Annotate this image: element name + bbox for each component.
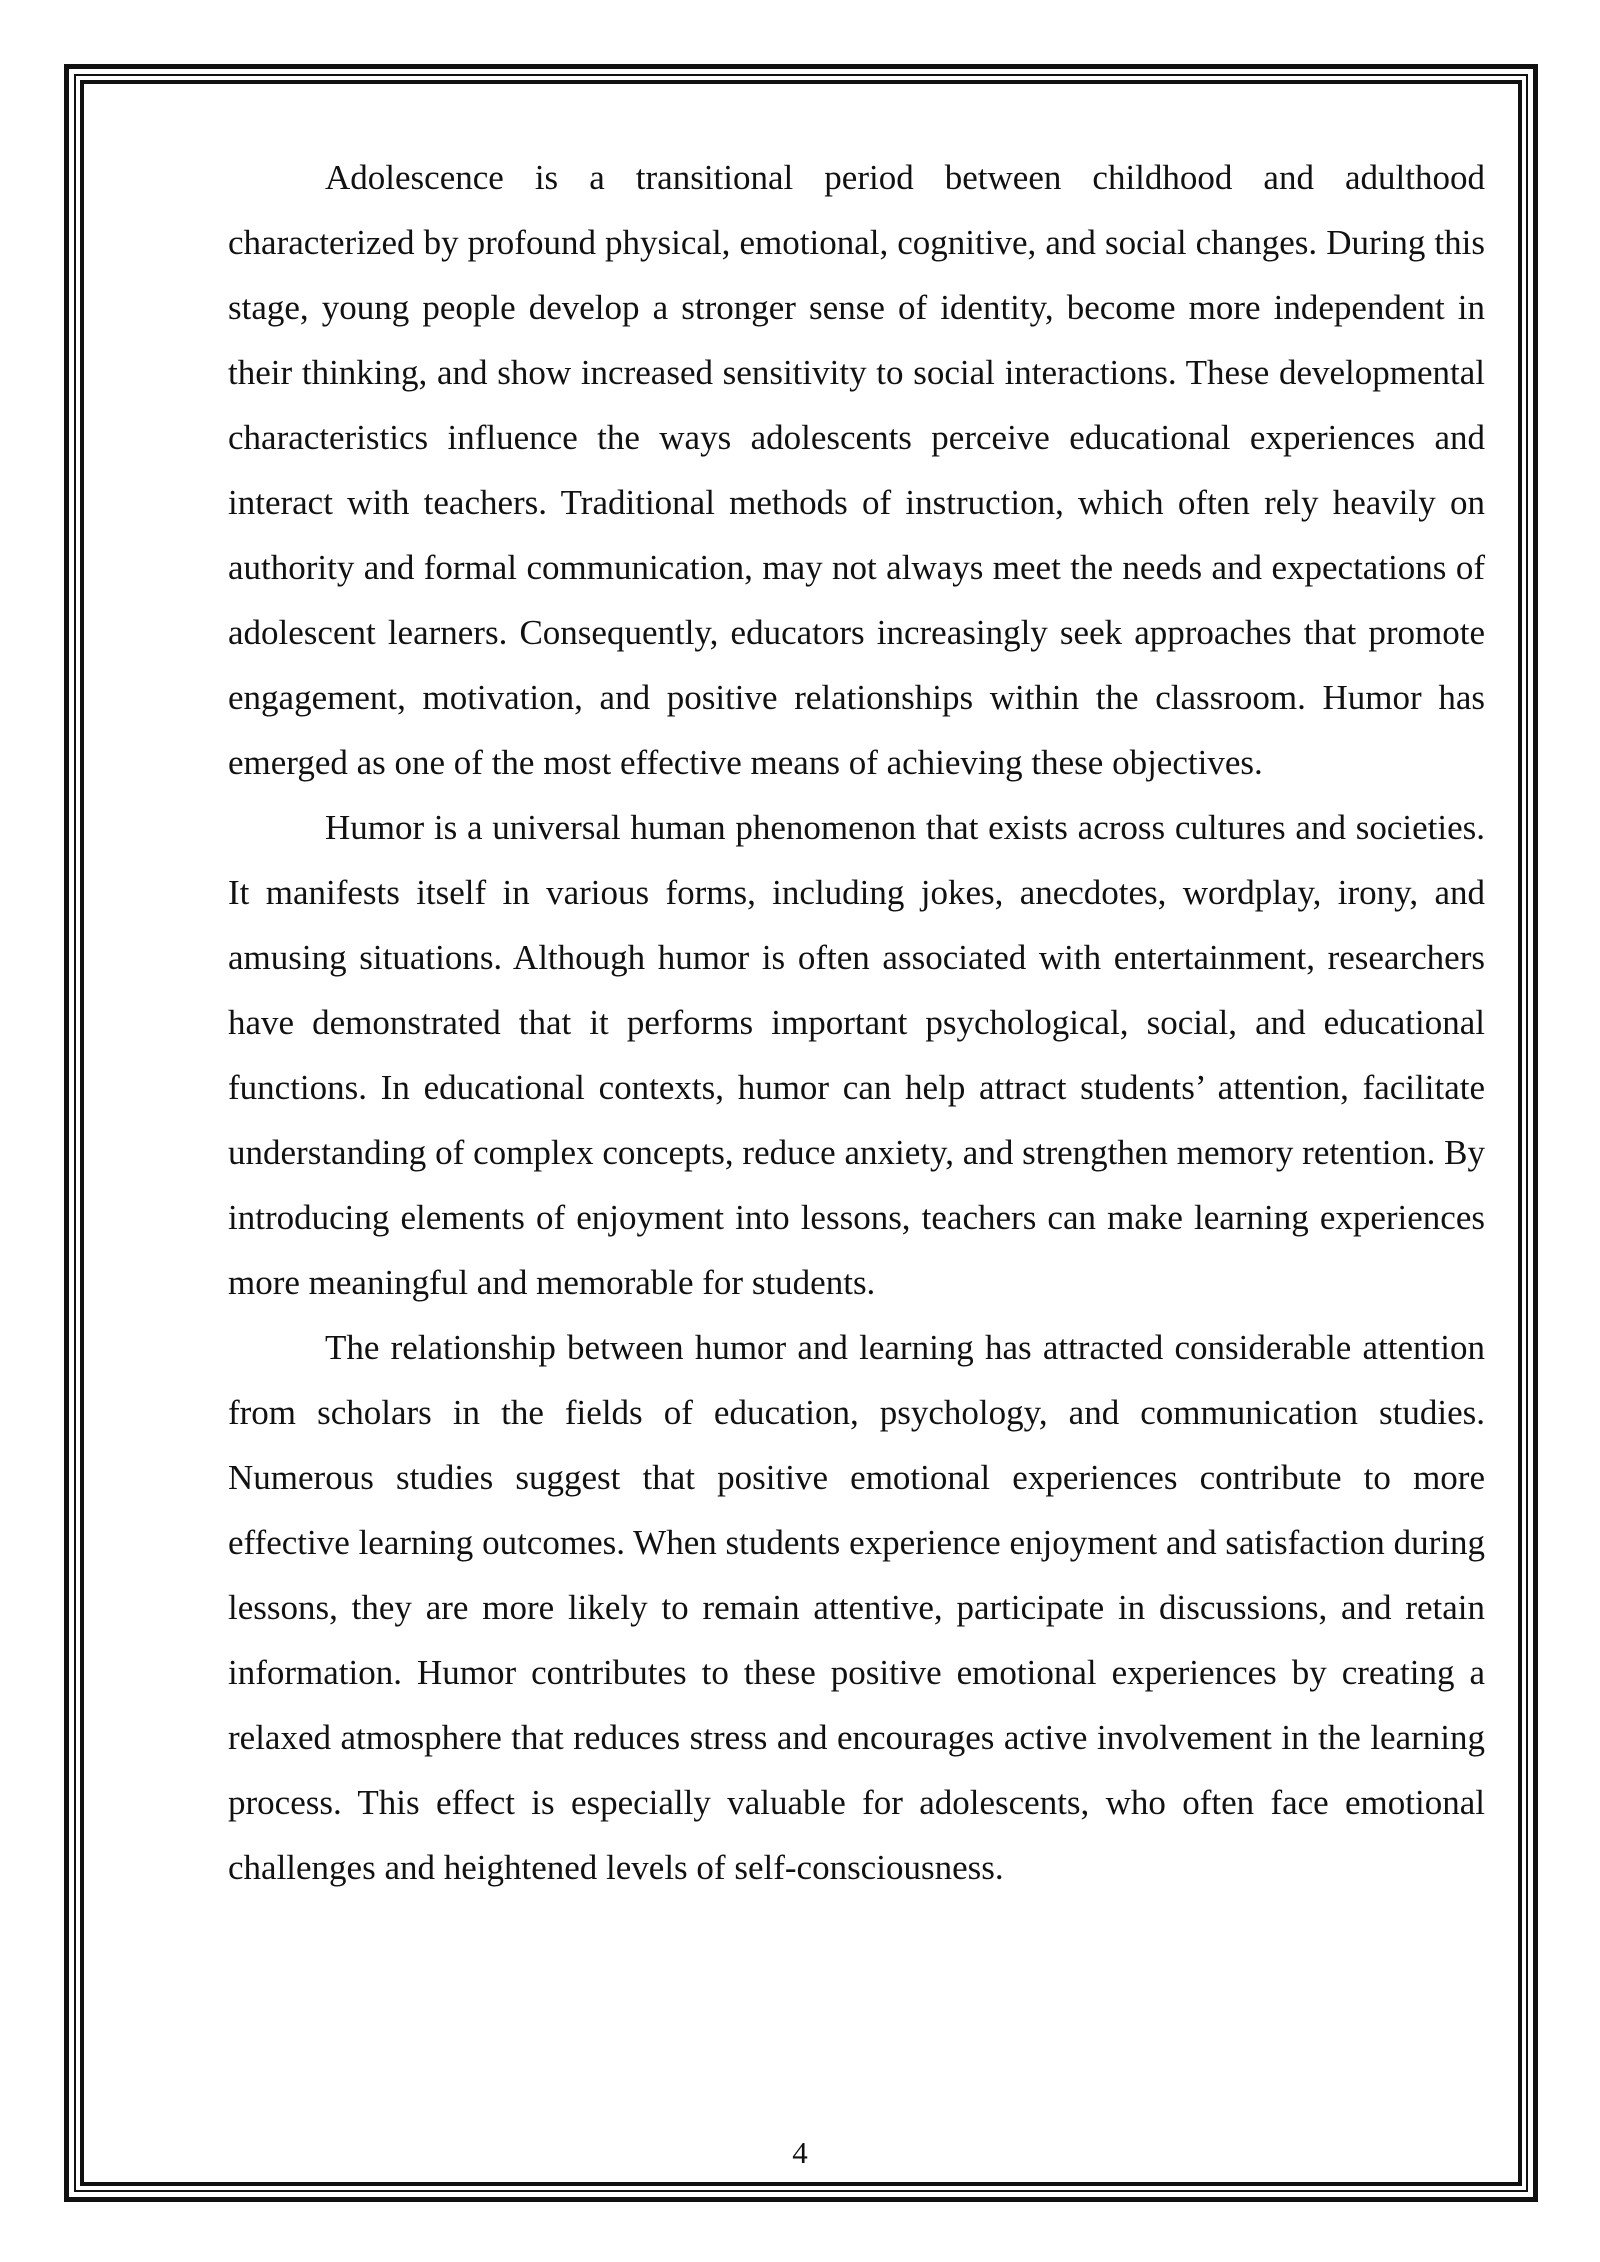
document-body xyxy=(228,145,1485,1900)
paragraph-humor-learning: The relationship between humor and learning has attracted considerable attention from scholars in the fields of education, psychology, and communication studies. Numerous studies suggest that positive emotional experiences contribute to more effective learning outcomes. When students experience enjoyment and satisfaction during lessons, they are more likely to remain attentive, participate in discussions, and retain information. Humor contributes to these positive emotional experiences by creating a relaxed atmosphere that reduces stress and encourages active involvement in the learning process. This effect is especially valuable for adolescents, who often face emotional challenges and heightened levels of self-consciousness. xyxy=(228,1328,1485,1887)
paragraph-adolescence: Adolescence is a transitional period between childhood and adulthood characterized by profound physical, emotional, cognitive, and social changes. During this stage, young people develop a stronger sense of identity, become more independent in their thinking, and show increased sensitivity to social interactions. These developmental characteristics influence the ways adolescents perceive educational experiences and interact with teachers. Traditional methods of instruction, which often rely heavily on authority and formal communication, may not always meet the needs and expectations of adolescent learners. Consequently, educators increasingly seek approaches that promote engagement, motivation, and positive relationships within the classroom. Humor has emerged as one of the most effective means of achieving these objectives. xyxy=(228,158,1485,782)
paragraph-humor-phenomenon: Humor is a universal human phenomenon that exists across cultures and societies. It manifests itself in various forms, including jokes, anecdotes, wordplay, irony, and amusing situations. Although humor is often associated with entertainment, researchers have demonstrated that it performs important psychological, social, and educational functions. In educational contexts, humor can help attract students’ attention, facilitate understanding of complex concepts, reduce anxiety, and strengthen memory retention. By introducing elements of enjoyment into lessons, teachers can make learning experiences more meaningful and memorable for students. xyxy=(228,808,1485,1302)
page-number: 4 xyxy=(792,2135,808,2170)
